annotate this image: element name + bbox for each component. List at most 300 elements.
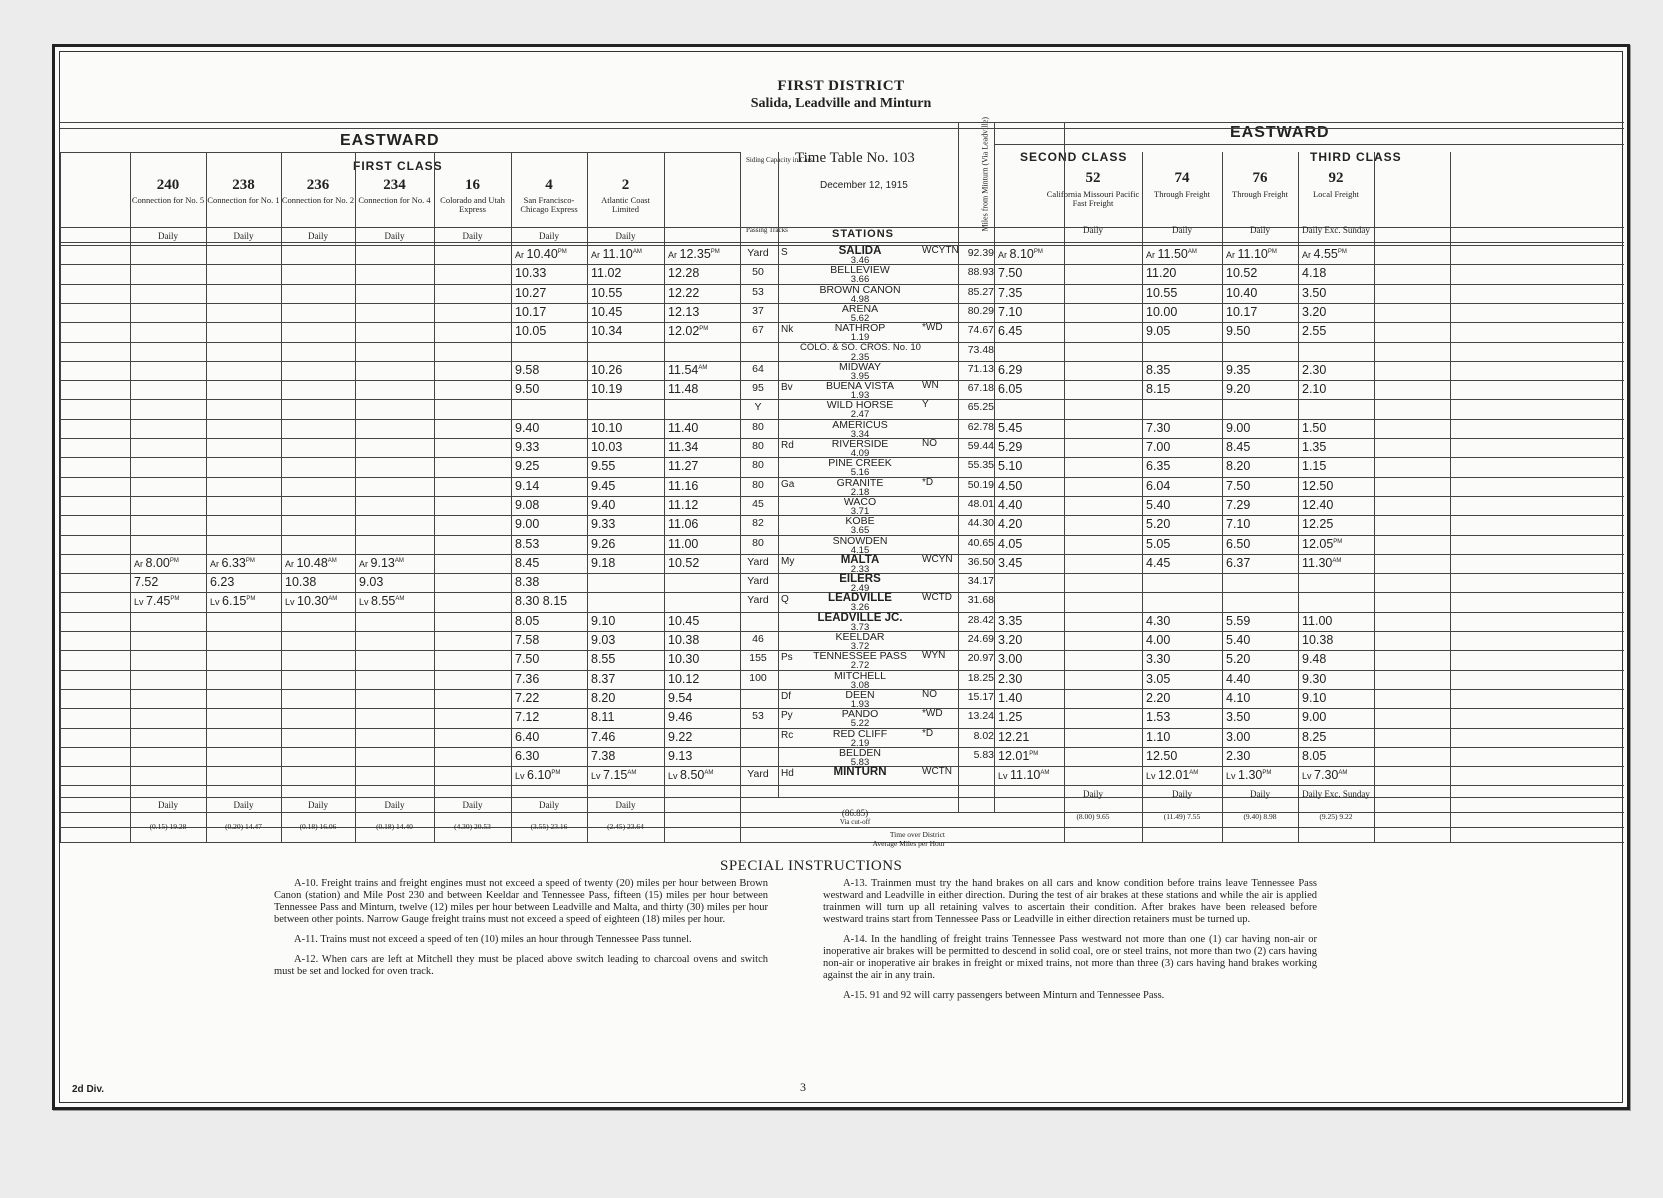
train-time-16: 8.53 <box>515 537 540 551</box>
train-time-74: 6.04 <box>1146 479 1171 493</box>
train-time-76: 6.37 <box>1226 556 1251 570</box>
train-time-4: 9.55 <box>591 459 616 473</box>
train-time-52: 6.05 <box>998 382 1023 396</box>
footer-stat: (0.15) 19.28 <box>149 822 187 831</box>
station-name: SALIDA <box>838 245 882 257</box>
column-divider <box>1064 122 1065 152</box>
station-name: LEADVILLE <box>828 592 892 604</box>
siding-capacity: Yard <box>747 247 769 259</box>
train-name: Through Freight <box>1232 189 1288 199</box>
train-time-16: 10.05 <box>515 324 547 338</box>
train-time-16: Ar $10.40^{PM}$ <box>515 247 567 261</box>
station-distance: 2.18 <box>850 487 870 498</box>
station-code: Bv <box>781 382 793 393</box>
instruction-paragraph: A-11. Trains must not exceed a speed of ten (10) miles an hour through Tennessee Pass tunnel. <box>294 934 692 945</box>
train-time-4: 9.10 <box>591 614 616 628</box>
train-time-52: 1.40 <box>998 691 1023 705</box>
station-code: Q <box>781 594 789 605</box>
footer-stat: (0.18) 14.40 <box>376 822 413 831</box>
train-time-92: 12.40 <box>1302 498 1334 512</box>
footer-stat: (0.18) 16.06 <box>299 822 337 831</box>
instruction-paragraph: A-14. In the handling of freight trains Tennessee Pass westward not more than one (1) car having non-air or inoperative air brakes will be permitted to descend in solid coal, ore or steel trains, not more than two (2) cars having non-air or inoperative air brakes in freight or mixed trains, not more than three (3) cars having hand brakes working against the air in any train. <box>823 934 1317 981</box>
train-time-236: 10.38 <box>285 575 317 589</box>
miles-from-minturn: 31.68 <box>967 594 994 606</box>
train-time-16: 6.30 <box>515 749 540 763</box>
train-time-234: 9.03 <box>359 575 384 589</box>
station-distance: 5.16 <box>850 467 870 478</box>
train-time-16: 6.40 <box>515 730 540 744</box>
train-time-92: 8.05 <box>1302 749 1327 763</box>
station-code: Hd <box>781 768 794 779</box>
train-time-234: Ar $9.13^{AM}$ <box>359 556 404 570</box>
train-time-76: 5.20 <box>1226 652 1251 666</box>
train-name: Local Freight <box>1312 189 1360 199</box>
timetable-frame <box>59 51 1623 1103</box>
station-distance: 1.93 <box>850 390 870 401</box>
station-code: Ps <box>781 652 793 663</box>
right-class-rule <box>994 144 1624 145</box>
miles-from-minturn: 5.83 <box>973 749 994 761</box>
train-time-16: 7.58 <box>515 633 540 647</box>
train-time-74: Ar $11.50^{AM}$ <box>1146 247 1197 261</box>
siding-capacity: 80 <box>752 440 764 452</box>
train-time-76: 10.40 <box>1226 286 1258 300</box>
left-class: FIRST CLASS <box>353 159 443 173</box>
train-time-16: 10.33 <box>515 266 547 280</box>
train-time-52: 3.45 <box>998 556 1023 570</box>
daily-label: Daily <box>384 231 405 241</box>
train-time-16: 10.27 <box>515 286 547 300</box>
station-distance: 2.49 <box>850 583 870 594</box>
train-time-2: 11.16 <box>668 479 699 493</box>
time-avg-labels: Time over District Average Miles per Hour <box>872 830 945 848</box>
train-time-92: 11.00 <box>1302 614 1333 628</box>
station-name: BELDEN <box>838 747 881 759</box>
footer-stat: (3.55) 23.16 <box>530 822 568 831</box>
instruction-paragraph: A-13. Trainmen must try the hand brakes on all cars and know condition before trains leave Tennessee Pass westward and Leadville in either direction. During the test of air brakes at these stations and while the air is applied trainmen will turn up all retaining valves to ascertain their condition. After brakes have been released before westward trains start from Tennessee Pass or Leadville in either direction retainers must be turned up. <box>823 878 1317 925</box>
train-time-4: 9.33 <box>591 517 616 531</box>
station-calls: *WD <box>922 708 943 719</box>
train-time-4: 10.55 <box>591 286 623 300</box>
siding-capacity: 50 <box>752 266 764 278</box>
train-time-92: 3.50 <box>1302 286 1327 300</box>
miles-from-minturn: 88.93 <box>967 266 994 278</box>
train-time-92: 1.50 <box>1302 421 1327 435</box>
daily-label: Daily <box>1083 789 1103 799</box>
second-class-label: SECOND CLASS <box>1020 150 1128 164</box>
instruction-paragraph: A-15. 91 and 92 will carry passengers between Minturn and Tennessee Pass. <box>843 990 1165 1001</box>
footer-stat: (0.20) 14.47 <box>225 822 262 831</box>
division-label: 2d Div. <box>72 1084 105 1095</box>
column-divider <box>355 152 356 842</box>
station-calls: WN <box>922 380 939 391</box>
district-subtitle: Salida, Leadville and Minturn <box>750 96 932 111</box>
siding-capacity: Yard <box>747 556 769 568</box>
station-distance: 4.98 <box>850 294 870 305</box>
timetable-date: December 12, 1915 <box>820 180 908 191</box>
train-time-16: 7.12 <box>515 710 540 724</box>
miles-from-minturn: 8.02 <box>973 730 994 742</box>
column-divider <box>664 152 665 842</box>
station-name: ARENA <box>841 303 879 315</box>
train-time-52: 7.35 <box>998 286 1023 300</box>
train-time-2: 11.34 <box>668 440 699 454</box>
train-number: 16 <box>465 177 480 193</box>
siding-capacity: Y <box>754 401 762 413</box>
siding-capacity: 100 <box>749 672 767 684</box>
train-time-92: 9.30 <box>1302 672 1327 686</box>
instructions-right-column <box>823 878 1317 1010</box>
train-time-2: 11.40 <box>668 421 699 435</box>
station-name: WILD HORSE <box>826 399 894 411</box>
train-number: 236 <box>306 177 330 193</box>
daily-label: Daily <box>308 800 328 810</box>
train-time-52: 1.25 <box>998 710 1023 724</box>
station-name: TENNESSEE PASS <box>813 650 907 662</box>
train-header-rule <box>60 227 740 228</box>
daily-label: Daily <box>615 231 636 241</box>
left-direction: EASTWARD <box>340 132 440 149</box>
train-time-4: 7.46 <box>591 730 616 744</box>
station-name: KOBE <box>845 515 875 527</box>
station-code: Df <box>781 691 791 702</box>
train-number: 234 <box>383 177 406 193</box>
daily-label: Daily <box>539 231 559 241</box>
station-code: My <box>781 556 795 567</box>
train-time-4: 9.03 <box>591 633 616 647</box>
train-time-74: 4.30 <box>1146 614 1171 628</box>
train-time-4: Ar $11.10^{AM}$ <box>591 247 642 261</box>
station-name: MIDWAY <box>839 361 881 373</box>
station-name: BROWN CANON <box>819 284 901 296</box>
miles-from-minturn: 20.97 <box>967 652 994 664</box>
train-time-2: 12.28 <box>668 266 700 280</box>
train-time-2: 11.27 <box>668 459 699 473</box>
train-time-52: 4.20 <box>998 517 1023 531</box>
station-calls: *D <box>922 728 934 739</box>
column-divider <box>60 152 61 842</box>
station-distance: 4.09 <box>850 448 870 459</box>
train-time-16: 8.45 <box>515 556 540 570</box>
siding-capacity: Yard <box>747 575 769 587</box>
station-name: RIVERSIDE <box>831 438 889 450</box>
train-time-74: 2.20 <box>1146 691 1171 705</box>
station-name: WACO <box>843 496 877 508</box>
train-name: Through Freight <box>1154 189 1210 199</box>
footer-stat: (8.00) 9.65 <box>1076 812 1110 821</box>
district-title: FIRST DISTRICT <box>777 78 905 94</box>
station-name: AMERICUS <box>832 419 888 431</box>
train-time-240: Ar $8.00^{PM}$ <box>134 556 179 570</box>
siding-capacity: 95 <box>752 382 764 394</box>
train-name: Connection for No. 1 <box>207 195 280 205</box>
miles-from-minturn: 28.42 <box>967 614 994 626</box>
station-calls: Y <box>922 399 929 410</box>
train-time-76: 5.59 <box>1226 614 1251 628</box>
footer-stat: (4.30) 20.53 <box>454 822 491 831</box>
station-distance: 3.46 <box>850 255 870 266</box>
station-name: BUENA VISTA <box>825 380 895 392</box>
train-number: 92 <box>1328 170 1344 186</box>
row-rule <box>60 785 1624 786</box>
miles-from-minturn: 34.17 <box>967 575 994 587</box>
station-calls: NO <box>922 689 937 700</box>
train-time-92: $11.30^{AM}$ <box>1302 556 1342 570</box>
siding-capacity: 67 <box>752 324 764 336</box>
third-class-label: THIRD CLASS <box>1310 150 1402 164</box>
station-distance: 2.33 <box>850 564 870 575</box>
top-rule-double <box>60 128 1624 129</box>
daily-label: Daily <box>1172 225 1192 235</box>
train-time-74: 11.20 <box>1146 266 1177 280</box>
train-time-16: 9.00 <box>515 517 540 531</box>
train-time-92: 8.25 <box>1302 730 1327 744</box>
daily-label: Daily <box>1250 225 1270 235</box>
train-time-2: 9.54 <box>668 691 693 705</box>
train-time-4: Lv $7.15^{AM}$ <box>591 768 637 782</box>
station-code: Rd <box>781 440 794 451</box>
train-name: Atlantic Coast Limited <box>601 195 650 214</box>
train-time-234: Lv $8.55^{AM}$ <box>359 594 405 608</box>
train-time-76: 3.50 <box>1226 710 1251 724</box>
stations-header: STATIONS <box>832 228 894 240</box>
train-time-2: 10.12 <box>668 672 700 686</box>
train-number: 76 <box>1252 170 1268 186</box>
train-time-2: 10.52 <box>668 556 700 570</box>
train-time-76: 8.45 <box>1226 440 1251 454</box>
train-time-74: 10.00 <box>1146 305 1178 319</box>
train-time-74: 4.45 <box>1146 556 1171 570</box>
instruction-paragraph: A-10. Freight trains and freight engines must not exceed a speed of twenty (20) miles per hour between Brown Canon (station) and Mile Post 230 and between Keeldar and Tennessee Pass, fifteen (15) miles per hour between Tennessee Pass and Minturn, twelve (12) miles per hour between Leadville and Malta, and thirty (30) miles per hour between other points. Narrow Gauge freight trains must not exceed a speed of eighteen (18) miles per hour. <box>274 878 768 925</box>
footer-stat: (11.49) 7.55 <box>1163 812 1201 821</box>
train-time-2: 10.30 <box>668 652 700 666</box>
train-time-92: 10.38 <box>1302 633 1334 647</box>
train-name: Colorado and Utah Express <box>440 195 505 214</box>
train-time-92: 9.00 <box>1302 710 1327 724</box>
siding-capacity: Yard <box>747 594 769 606</box>
station-name: MALTA <box>840 554 880 566</box>
column-divider <box>1450 152 1451 842</box>
train-name: Connection for No. 5 <box>131 195 205 205</box>
train-time-52: 4.40 <box>998 498 1023 512</box>
station-distance: 5.83 <box>850 757 870 768</box>
train-time-74: 5.40 <box>1146 498 1171 512</box>
train-time-16: 9.14 <box>515 479 540 493</box>
miles-from-minturn: 24.69 <box>967 633 994 645</box>
column-divider <box>1064 152 1065 842</box>
train-name: Connection for No. 2 <box>281 195 355 205</box>
station-distance: 1.19 <box>850 332 870 343</box>
daily-label: Daily <box>539 800 559 810</box>
miles-from-minturn: 73.48 <box>967 344 994 356</box>
miles-from-minturn: 36.50 <box>967 556 994 568</box>
train-time-92: 3.20 <box>1302 305 1327 319</box>
train-time-2: 12.13 <box>668 305 700 319</box>
daily-label: Daily <box>1172 789 1192 799</box>
train-time-92: Lv $7.30^{AM}$ <box>1302 768 1348 782</box>
train-name: California Missouri Pacific Fast Freight <box>1046 189 1140 208</box>
train-time-236: Lv $10.30^{AM}$ <box>285 594 338 608</box>
station-distance: 2.47 <box>850 409 870 420</box>
train-time-52: 3.35 <box>998 614 1023 628</box>
station-name: PANDO <box>841 708 879 720</box>
daily-label: Daily <box>233 800 254 810</box>
train-number: 74 <box>1174 170 1190 186</box>
train-time-52: 4.50 <box>998 479 1023 493</box>
train-time-16: 7.36 <box>515 672 540 686</box>
train-time-4: 10.19 <box>591 382 623 396</box>
station-calls: WCYTN <box>922 245 959 256</box>
column-divider <box>1222 152 1223 842</box>
train-time-92: Ar $4.55^{PM}$ <box>1302 247 1347 261</box>
station-distance: 3.95 <box>850 371 870 382</box>
train-time-92: 1.15 <box>1302 459 1327 473</box>
train-number: 52 <box>1085 170 1101 186</box>
station-name: COLO. & SO. CROS. No. 10 <box>800 342 921 353</box>
siding-capacity: 80 <box>752 537 764 549</box>
miles-from-minturn: 40.65 <box>967 537 994 549</box>
train-time-238: Ar $6.33^{PM}$ <box>210 556 255 570</box>
train-time-76: 9.35 <box>1226 363 1251 377</box>
daily-rule <box>60 242 740 243</box>
train-time-4: 9.45 <box>591 479 616 493</box>
train-time-74: 10.55 <box>1146 286 1178 300</box>
bottom-table-rule <box>60 797 1624 798</box>
station-distance: 3.66 <box>850 274 870 285</box>
siding-capacity: 64 <box>752 363 764 375</box>
train-time-74: 7.00 <box>1146 440 1171 454</box>
train-time-240: Lv $7.45^{PM}$ <box>134 594 180 608</box>
daily-label: Daily <box>1083 225 1103 235</box>
train-time-76: 8.20 <box>1226 459 1251 473</box>
station-distance: 4.15 <box>850 545 870 556</box>
station-name: KEELDAR <box>835 631 885 643</box>
train-time-52: 5.45 <box>998 421 1023 435</box>
train-time-16: 7.22 <box>515 691 540 705</box>
train-time-74: 3.05 <box>1146 672 1171 686</box>
passing-tracks-header: Passing Tracks <box>746 226 788 234</box>
station-calls: WCYN <box>922 554 953 565</box>
train-time-76: 7.29 <box>1226 498 1251 512</box>
station-distance: 3.73 <box>850 622 870 633</box>
miles-from-minturn: 92.39 <box>967 247 994 259</box>
daily-label: Daily <box>1250 789 1270 799</box>
train-time-74: 5.05 <box>1146 537 1171 551</box>
train-time-76: 9.50 <box>1226 324 1251 338</box>
footer-stat: (9.25) 9.22 <box>1319 812 1353 821</box>
station-calls: NO <box>922 438 937 449</box>
train-number: 2 <box>621 177 630 193</box>
station-distance: 2.19 <box>850 738 870 749</box>
miles-from-minturn: 62.78 <box>967 421 994 433</box>
daily-label: Daily <box>462 231 483 241</box>
column-divider <box>206 152 207 842</box>
train-time-16: 8.38 <box>515 575 540 589</box>
train-time-16: 9.50 <box>515 382 540 396</box>
train-time-4: 10.45 <box>591 305 623 319</box>
daily-label: Daily <box>158 231 178 241</box>
station-code: Rc <box>781 730 794 741</box>
station-calls: *WD <box>922 322 943 333</box>
train-time-76: 5.40 <box>1226 633 1251 647</box>
train-time-16: 8.05 <box>515 614 540 628</box>
miles-header: Miles from Minturn (Via Leadville) <box>980 116 990 232</box>
miles-from-minturn: 55.35 <box>967 459 994 471</box>
siding-capacity: 80 <box>752 479 764 491</box>
train-time-4: 11.02 <box>591 266 622 280</box>
station-distance: 2.35 <box>850 352 870 363</box>
train-time-52: 5.10 <box>998 459 1023 473</box>
train-time-4: 8.11 <box>591 710 615 724</box>
daily-label: Daily <box>158 800 178 810</box>
siding-capacity: 45 <box>752 498 764 510</box>
station-name: NATHROP <box>834 322 886 334</box>
miles-from-minturn: 67.18 <box>967 382 994 394</box>
daily-label: Daily <box>462 800 483 810</box>
train-time-52: 6.29 <box>998 363 1023 377</box>
station-distance: 5.22 <box>850 718 870 729</box>
siding-capacity: 80 <box>752 421 764 433</box>
train-time-92: 1.35 <box>1302 440 1327 454</box>
train-time-92: 4.18 <box>1302 266 1327 280</box>
column-divider <box>1298 152 1299 842</box>
page-number: 3 <box>800 1080 806 1094</box>
train-time-2: 11.48 <box>668 382 699 396</box>
train-time-52: 7.10 <box>998 305 1023 319</box>
column-divider <box>511 152 512 842</box>
train-time-240: 7.52 <box>134 575 159 589</box>
train-time-4: 9.18 <box>591 556 616 570</box>
station-distance: 3.71 <box>850 506 870 517</box>
total-miles: (86.85) Via cut-off <box>839 808 871 826</box>
train-time-4: 10.10 <box>591 421 623 435</box>
train-time-76: 2.30 <box>1226 749 1251 763</box>
station-distance: 3.65 <box>850 525 870 536</box>
station-distance: 2.72 <box>850 660 870 671</box>
train-time-74: 3.30 <box>1146 652 1171 666</box>
daily-label: Daily <box>615 800 636 810</box>
column-divider <box>587 152 588 842</box>
siding-capacity: 46 <box>752 633 764 645</box>
train-time-76: 4.10 <box>1226 691 1251 705</box>
train-time-16: 9.25 <box>515 459 540 473</box>
miles-from-minturn: 13.24 <box>967 710 994 722</box>
miles-from-minturn: 44.30 <box>967 517 994 529</box>
siding-capacity: 80 <box>752 459 764 471</box>
train-time-16: 9.40 <box>515 421 540 435</box>
miles-from-minturn: 71.13 <box>967 363 994 375</box>
footer-stat: (2.45) 23.64 <box>607 822 644 831</box>
siding-capacity: Yard <box>747 768 769 780</box>
train-time-52: $12.01^{PM}$ <box>998 749 1039 763</box>
station-distance: 5.62 <box>850 313 870 324</box>
train-time-236: Ar $10.48^{AM}$ <box>285 556 337 570</box>
train-time-16: 9.08 <box>515 498 540 512</box>
train-time-4: 10.34 <box>591 324 623 338</box>
miles-from-minturn: 85.27 <box>967 286 994 298</box>
train-time-74: 5.20 <box>1146 517 1171 531</box>
station-distance: 1.93 <box>850 699 870 710</box>
right-direction: EASTWARD <box>1230 124 1330 141</box>
code-divider <box>778 152 779 797</box>
station-calls: *D <box>922 477 934 488</box>
train-time-4: 9.40 <box>591 498 616 512</box>
train-time-16: Lv $6.10^{PM}$ <box>515 768 561 782</box>
train-time-92: 2.10 <box>1302 382 1327 396</box>
station-name: SNOWDEN <box>832 535 888 547</box>
train-time-74: 4.00 <box>1146 633 1171 647</box>
train-number: 240 <box>156 177 180 193</box>
